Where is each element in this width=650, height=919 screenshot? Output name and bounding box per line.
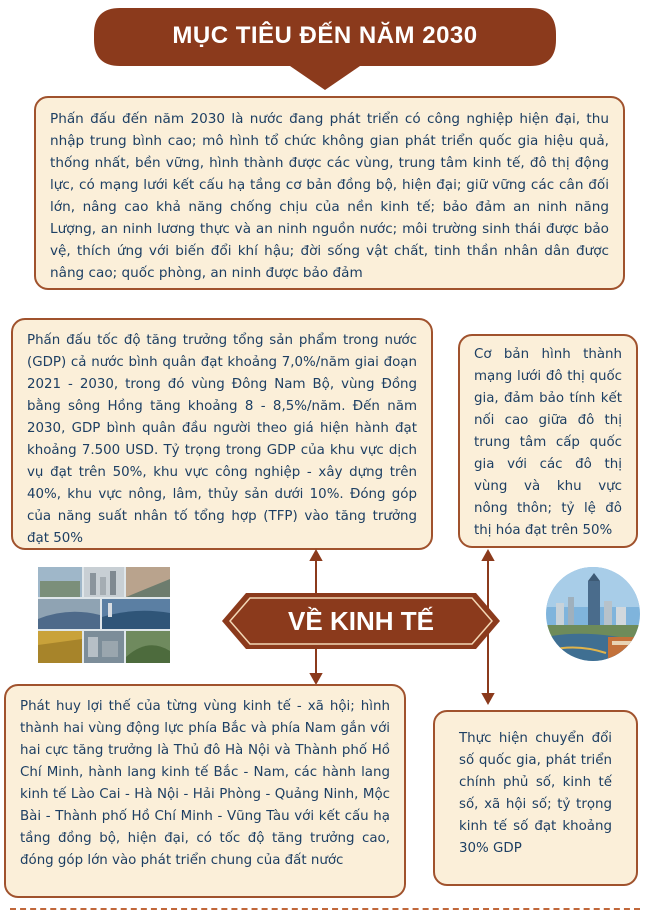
gdp-text: Phấn đấu tốc độ tăng trưởng tổng sản phẩm trong nước (GDP) cả nước bình quân đạt khoảng 7,0%/năm giai đoạn 2021 - 2030, trong đó vùng Đông Nam Bộ, vùng Đồng bằng sông Hồng tăng khoảng 8 - 8,5%/năm. Đến năm 2030, GDP bình quân đầu người theo giá hiện hành đạt khoảng 7.500 USD. Tỷ trọng trong GDP của khu vực dịch vụ đạt trên 50%, khu vực công nghiệp - xây dựng trên 40%, khu vực nông, lâm, thủy sản dưới 10%. Đóng góp của năng suất nhân tố tổng hợp (TFP) vào tăng trưởng đạt 50% (27, 333, 417, 546)
bottom-divider (10, 908, 640, 910)
regions-box (4, 684, 406, 898)
urban-text: Cơ bản hình thành mạng lưới đô thị quốc gia, đảm bảo tính kết nối cao giữa đô thị trung tâm cấp quốc gia với các đô thị vùng và khu vực nông thôn; tỷ lệ đô thị hóa đạt trên 50% (474, 347, 622, 538)
section-title: VỀ KINH TẾ (288, 606, 434, 636)
city-photo (546, 567, 640, 661)
collage-photo (38, 567, 170, 663)
digital-text: Thực hiện chuyển đổi số quốc gia, phát triển chính phủ số, kinh tế số, xã hội số; tỷ trọng kinh tế số đạt khoảng 30% GDP (459, 731, 612, 856)
digital-box (433, 710, 638, 886)
page-title: MỤC TIÊU ĐẾN NĂM 2030 (172, 22, 478, 49)
intro-text: Phấn đấu đến năm 2030 là nước đang phát triển có công nghiệp hiện đại, thu nhập trung bình cao; mô hình tổ chức không gian phát triển quốc gia hiệu quả, thống nhất, bền vững, hình thành được các vùng, trung tâm kinh tế, đô thị động lực, có mạng lưới kết cấu hạ tầng cơ bản đồng bộ, hiện đại; giữ vững các cân đối lớn, nâng cao khả năng chống chịu của nền kinh tế; bảo đảm an ninh năng Lượng, an ninh lương thực và an ninh nguồn nước; môi trường sinh thái được bảo vệ, thích ứng với biến đổi khí hậu; đời sống vật chất, tinh thần nhân dân được nâng cao; quốc phòng, an ninh được bảo đảm (50, 111, 609, 281)
regions-text: Phát huy lợi thế của từng vùng kinh tế - xã hội; hình thành hai vùng động lực phía Bắc và phía Nam gắn với hai cực tăng trưởng là Thủ đô Hà Nội và Thành phố Hồ Chí Minh, hành lang kinh tế Bắc - Nam, các hành lang kinh tế Lào Cai - Hà Nội - Hải Phòng - Quảng Ninh, Mộc Bài - Thành phố Hồ Chí Minh - Vũng Tàu với kết cấu hạ tầng đồng bộ, hiện đại, có tốc độ tăng trưởng cao, đóng góp lớn vào phát triển chung của đất nước (20, 699, 390, 868)
section-banner (222, 593, 500, 649)
